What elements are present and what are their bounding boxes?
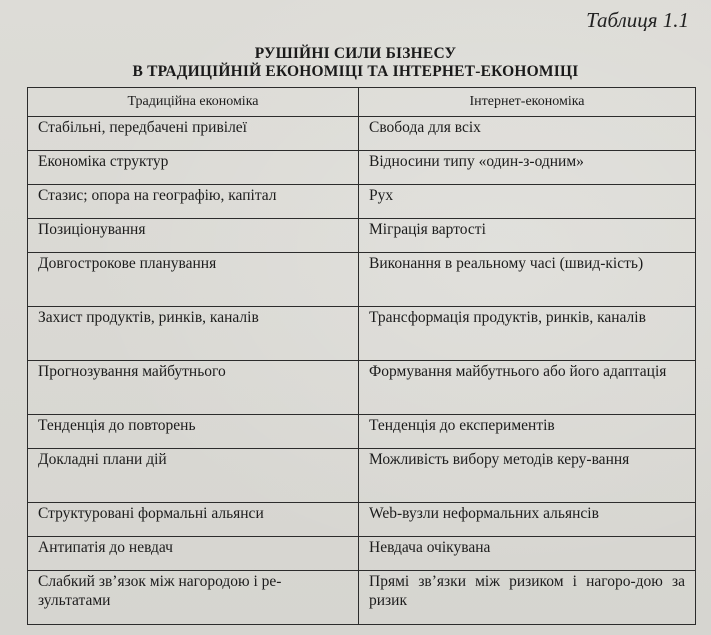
cell-internet: Можливість вибору методів керу-вання xyxy=(359,449,696,503)
cell-internet: Трансформація продуктів, ринків, каналів xyxy=(359,307,696,361)
table-row xyxy=(28,117,696,151)
table-row xyxy=(28,253,696,307)
cell-traditional: Тенденція до повторень xyxy=(28,415,359,449)
cell-internet: Прямі зв’язки між ризиком і нагоро-дою за ризик xyxy=(359,571,696,625)
table-number: Таблиця 1.1 xyxy=(586,8,689,32)
table-row xyxy=(28,503,696,537)
business-drivers-table xyxy=(27,87,696,625)
table-row xyxy=(28,537,696,571)
table-title-line-1: РУШІЙНІ СИЛИ БІЗНЕСУ xyxy=(254,45,457,62)
cell-traditional: Стабільні, передбачені привілеї xyxy=(28,117,359,151)
cell-internet: Свобода для всіх xyxy=(359,117,696,151)
table-row xyxy=(28,571,696,625)
table-row xyxy=(28,151,696,185)
cell-traditional: Прогнозування майбутнього xyxy=(28,361,359,415)
cell-internet: Міграція вартості xyxy=(359,219,696,253)
table-row xyxy=(28,185,696,219)
cell-internet: Рух xyxy=(359,185,696,219)
table-row xyxy=(28,361,696,415)
cell-traditional: Довгострокове планування xyxy=(28,253,359,307)
cell-internet: Виконання в реальному часі (швид-кість) xyxy=(359,253,696,307)
table-row xyxy=(28,307,696,361)
table-row xyxy=(28,219,696,253)
cell-traditional: Структуровані формальні альянси xyxy=(28,503,359,537)
cell-internet: Відносини типу «один-з-одним» xyxy=(359,151,696,185)
cell-internet: Web-вузли неформальних альянсів xyxy=(359,503,696,537)
column-header-traditional: Традиційна економіка xyxy=(28,88,359,117)
cell-traditional: Стазис; опора на географію, капітал xyxy=(28,185,359,219)
cell-traditional: Захист продуктів, ринків, каналів xyxy=(28,307,359,361)
cell-traditional: Позиціонування xyxy=(28,219,359,253)
cell-traditional: Економіка структур xyxy=(28,151,359,185)
table-row xyxy=(28,449,696,503)
cell-traditional: Антипатія до невдач xyxy=(28,537,359,571)
column-header-internet: Інтернет-економіка xyxy=(359,88,696,117)
table-row xyxy=(28,415,696,449)
cell-internet: Формування майбутнього або його адаптація xyxy=(359,361,696,415)
cell-traditional: Докладні плани дій xyxy=(28,449,359,503)
table-title-line-2: В ТРАДИЦІЙНІЙ ЕКОНОМІЦІ ТА ІНТЕРНЕТ-ЕКОНОМІЦІ xyxy=(132,63,579,80)
cell-internet: Невдача очікувана xyxy=(359,537,696,571)
cell-internet: Тенденція до експериментів xyxy=(359,415,696,449)
cell-traditional: Слабкий зв’язок між нагородою і ре-зультатами xyxy=(28,571,359,625)
table-header-row xyxy=(28,88,696,117)
